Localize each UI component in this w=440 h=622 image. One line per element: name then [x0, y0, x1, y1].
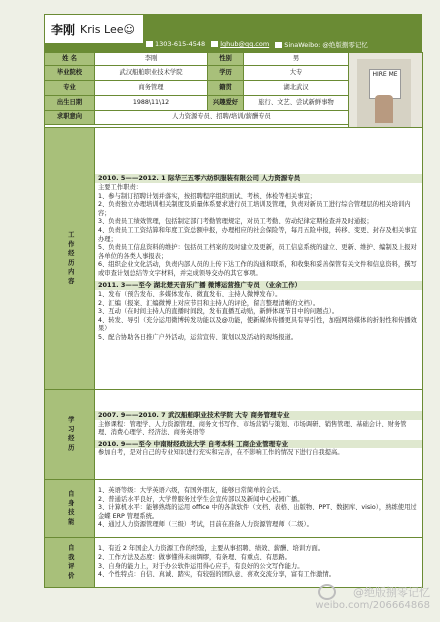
degree-value: 大专 — [244, 66, 349, 81]
weibo-logo-icon — [318, 584, 336, 600]
name-tab — [44, 14, 144, 44]
hobby-label: 兴趣爱好 — [208, 96, 244, 111]
phone-text: 1303-615-4548 — [155, 40, 206, 48]
job2-item: 5、配合协助各日推广户外活动，运营宣传、策划以及活动的现场报道。 — [98, 334, 298, 342]
resume-table — [44, 52, 423, 588]
origin-label: 籍贯 — [208, 81, 244, 96]
email-item — [211, 40, 269, 48]
evaluation-item: 2、工作方法及态度：做事懂得未雨绸缪，有条理、有重点、有思路。 — [98, 553, 291, 561]
job1-head: 2010. 5——2012. 1 际华三五零六纺织服装有限公司 人力资源专员 — [95, 174, 423, 183]
photo — [357, 59, 411, 128]
evaluation-section — [95, 538, 423, 588]
job2-item: 2、汇编（报案、汇编微博上对应节目和主持人的评论，留言整理清晰的文档）。 — [98, 299, 320, 307]
school-label: 毕业院校 — [45, 66, 95, 81]
job2-item: 4、转发、导引（充分运用微博转发功能以及@功能，使新媒体传播更具有导引性，加强网络媒体的折射性和传播效果） — [98, 316, 417, 333]
contact-bar — [146, 38, 422, 50]
email-link[interactable]: lghub@qq.com — [220, 40, 270, 48]
degree-label: 学历 — [208, 66, 244, 81]
evaluation-label: 自我评价 — [45, 538, 95, 588]
name-cn: 李刚 — [51, 22, 76, 37]
job1-intro: 主要工作职责： — [98, 183, 143, 191]
skill-item: 4、通过人力资源管理师（三级）考试，目前在准备人力资源管理师（二级）。 — [98, 521, 313, 529]
skill-item: 2、普通话水平良好，大学曾服务过学生会宣传部以及新闻中心校园广播。 — [98, 495, 304, 503]
birth-label: 出生日期 — [45, 96, 95, 111]
skills-section — [95, 480, 423, 538]
phone-item — [146, 40, 205, 48]
study-label: 学习经历 — [45, 390, 95, 480]
work-section — [95, 128, 423, 390]
name-en: Kris Lee☺ — [80, 22, 135, 36]
gender-label: 性别 — [208, 53, 244, 66]
major-value: 商务管理 — [95, 81, 208, 96]
study-section — [95, 390, 423, 480]
watermark-url: weibo.com/206664868 — [315, 600, 430, 611]
birth-value: 1988\11\12 — [95, 96, 208, 111]
skill-item: 1、英语等级：大学英语六级，有国外朋友，能够日常简单的会话。 — [98, 487, 285, 495]
job1-item: 5、负责员工信息资料的维护：包括员工档案的及时建立及更新，员工信息系统的建立、更新、维护、编制及上报对各单位的各类人事报表； — [98, 244, 417, 260]
skills-label: 自身技能 — [45, 480, 95, 538]
watermark-handle: @绝版捌零记忆 — [353, 586, 430, 599]
weibo-text: SinaWeibo: @绝版捌零记忆 — [284, 40, 368, 49]
intent-value: 人力资源专员、招聘/培训/薪酬专员 — [95, 111, 349, 125]
major-label: 专业 — [45, 81, 95, 96]
study-line: 2007. 9——2010. 7 武汉船舶职业技术学院 大专 商务管理专业 — [95, 411, 423, 420]
skill-item: 3、计算机水平：能够熟练的运用 office 中的各款软件（文档、表格、出版物、PPT、数据库、visio），熟练使用过金蝶 ERP 管理系统。 — [98, 504, 417, 520]
job1-item: 2、负责独立办理培训相关制度及质量体系要求进行员工培训及管理，负责对新员工进行综合管理层的相关培训内容； — [98, 201, 411, 217]
study-line: 2010. 9——至今 中南财经政法大学 自考本科 工商企业管理专业 — [95, 440, 423, 449]
person-figure — [375, 95, 393, 123]
evaluation-item: 1、有近 2 年国企人力资源工作的经验，主要从事招聘、绩效、薪酬、培训方面。 — [98, 545, 325, 553]
evaluation-item: 3、自身的能力上，对于办公软件运用得心应手，有良好的公文写作能力。 — [98, 562, 304, 570]
job2-item: 3、互动（在时间主持人的直播时间段，发布直播互动贴，新鲜体现节目中的问题点）。 — [98, 308, 339, 316]
name-value: 李刚 — [95, 53, 208, 66]
hobby-value: 旅行、文艺、尝试新鲜事物 — [244, 96, 349, 111]
job1-item: 4、负责员工工资结算和年度工资总额申报，办理相应的社会保险等，每月五险申报，转移、变更、封存及相关事宜办理； — [98, 226, 417, 243]
job1-item: 3、负责员工绩效管理，包括制定部门考勤管理规定，对员工考勤、劳动纪律定期检查并及时通报； — [98, 218, 373, 226]
weibo-item — [275, 40, 368, 49]
job2-head: 2011. 3——至今 湖北楚天音乐广播 微博运营推广专员 （业余工作） — [95, 281, 423, 290]
weibo-icon — [275, 42, 282, 48]
study-courses: 主修课程：管理学、人力资源管理、商务文书写作、市场营销与策划、市场调研、销售管理、基础会计、财务管理、消费心理学、经济法、商务英语等 — [98, 420, 407, 437]
mail-icon — [211, 41, 218, 47]
intent-label: 求职意向 — [45, 111, 95, 125]
gender-value: 男 — [244, 53, 349, 66]
photo-cell — [349, 53, 423, 128]
evaluation-item: 4、个性特点：自信、真诚、踏实，有较强的团队意、喜欢交流分享，富有工作激情。 — [98, 571, 335, 579]
origin-value: 湖北武汉 — [244, 81, 349, 96]
job1-item: 1、参与制订招聘计划并落实，按招聘程序组织面试、考核、体检等相关事宜； — [98, 192, 317, 200]
study-note: 参加自考，是对自己的专业知识进行充实和完善，在不影响工作的情况下进行自我提高。 — [98, 449, 344, 457]
school-value: 武汉船舶职业技术学院 — [95, 66, 208, 81]
phone-icon — [146, 41, 153, 47]
name-label: 姓 名 — [45, 53, 95, 66]
work-label: 工作经历内容 — [45, 128, 95, 390]
job2-item: 1、发布（预告发布、多媒体发布、微直发布、主持人微博发布）。 — [98, 291, 282, 299]
hire-me-sign: HIRE ME — [369, 69, 401, 99]
job1-item: 6、组织企业文化活动，负责内部人员的上传下达工作的沟通和联系，和收集和妥善保管有关文件和信息资料，撰写或审查计划总结等文字材料，并完成领导交办的其它事项。 — [98, 261, 417, 277]
